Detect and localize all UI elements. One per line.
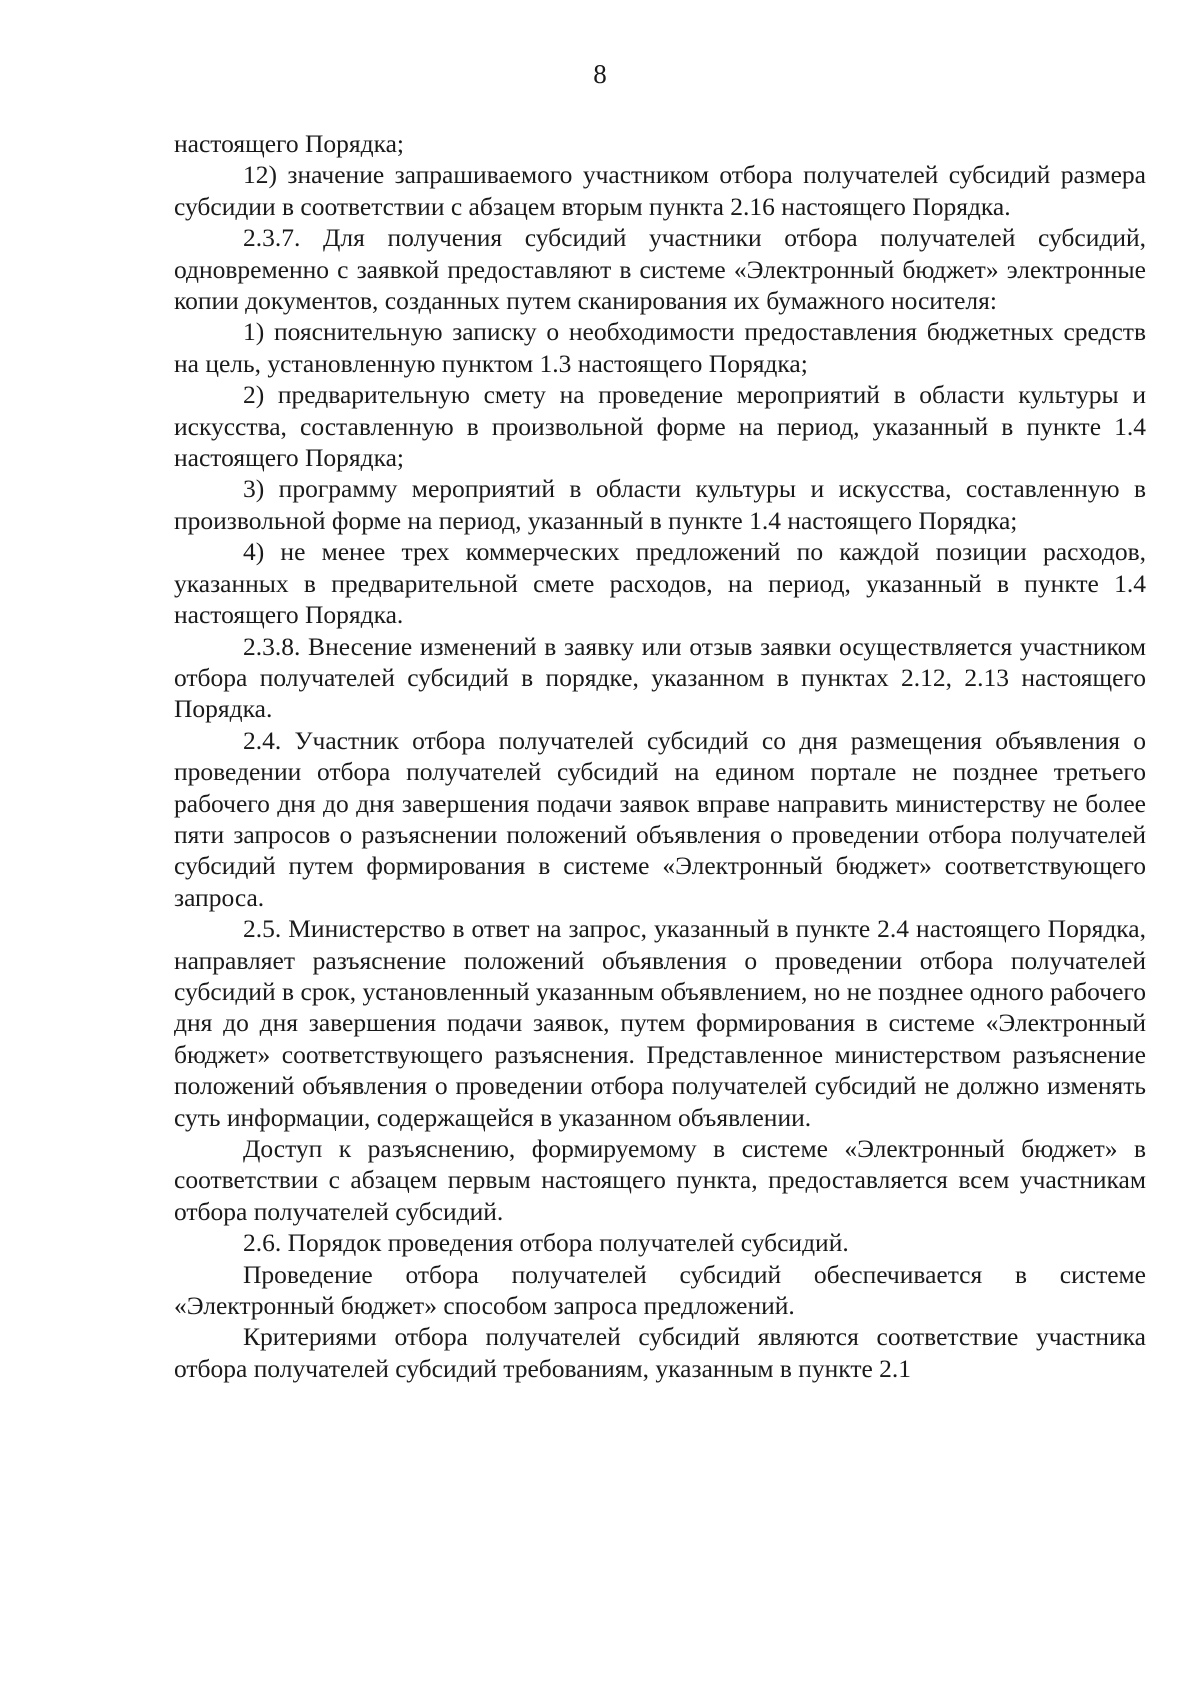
paragraph: 3) программу мероприятий в области культуры и искусства, составленную в произвольной форме на период, указанный в пункте 1.4 настоящего Порядка;	[174, 474, 1146, 535]
paragraph: Критериями отбора получателей субсидий являются соответствие участника отбора получателей субсидий требованиям, указанным в пункте 2.1	[174, 1322, 1146, 1383]
paragraph: Проведение отбора получателей субсидий обеспечивается в системе «Электронный бюджет» способом запроса предложений.	[174, 1259, 1146, 1321]
document-body	[174, 128, 1146, 1384]
page-number: 8	[593, 59, 607, 89]
paragraph: 2) предварительную смету на проведение мероприятий в области культуры и искусства, составленную в произвольной форме на период, указанный в пункте 1.4 настоящего Порядка;	[174, 380, 1146, 473]
paragraph: настоящего Порядка;	[174, 129, 405, 158]
paragraph: 1) пояснительную записку о необходимости предоставления бюджетных средств на цель, установленную пунктом 1.3 настоящего Порядка;	[174, 317, 1146, 378]
paragraph: 2.3.7. Для получения субсидий участники отбора получателей субсидий, одновременно с заявкой предоставляют в системе «Электронный бюджет» электронные копии документов, созданных путем сканирования их бумажного носителя:	[174, 223, 1146, 316]
paragraph: 12) значение запрашиваемого участником отбора получателей субсидий размера субсидии в соответствии с абзацем вторым пункта 2.16 настоящего Порядка.	[174, 160, 1146, 221]
paragraph: Доступ к разъяснению, формируемому в системе «Электронный бюджет» в соответствии с абзацем первым настоящего пункта, предоставляется всем участникам отбора получателей субсидий.	[174, 1134, 1146, 1226]
paragraph: 2.3.8. Внесение изменений в заявку или отзыв заявки осуществляется участником отбора получателей субсидий в порядке, указанном в пунктах 2.12, 2.13 настоящего Порядка.	[174, 631, 1146, 724]
paragraph: 2.6. Порядок проведения отбора получателей субсидий.	[243, 1228, 849, 1258]
paragraph: 2.5. Министерство в ответ на запрос, указанный в пункте 2.4 настоящего Порядка, направляет разъяснение положений объявления о проведении отбора получателей субсидий в срок, установленный указанным объявлением, но не позднее одного рабочего дня до дня завершения подачи заявок, путем формирования в системе «Электронный бюджет» соответствующего разъяснения. Представленное министерством разъяснение положений объявления о проведении отбора получателей субсидий не должно изменять суть информации, содержащейся в указанном объявлении.	[174, 914, 1146, 1132]
paragraph: 4) не менее трех коммерческих предложений по каждой позиции расходов, указанных в предварительной смете расходов, на период, указанный в пункте 1.4 настоящего Порядка.	[174, 537, 1146, 630]
paragraph: 2.4. Участник отбора получателей субсидий со дня размещения объявления о проведении отбора получателей субсидий на едином портале не позднее третьего рабочего дня до дня завершения подачи заявок вправе направить министерству не более пяти запросов о разъяснении положений объявления о проведении отбора получателей субсидий путем формирования в системе «Электронный бюджет» соответствующего запроса.	[174, 725, 1146, 912]
